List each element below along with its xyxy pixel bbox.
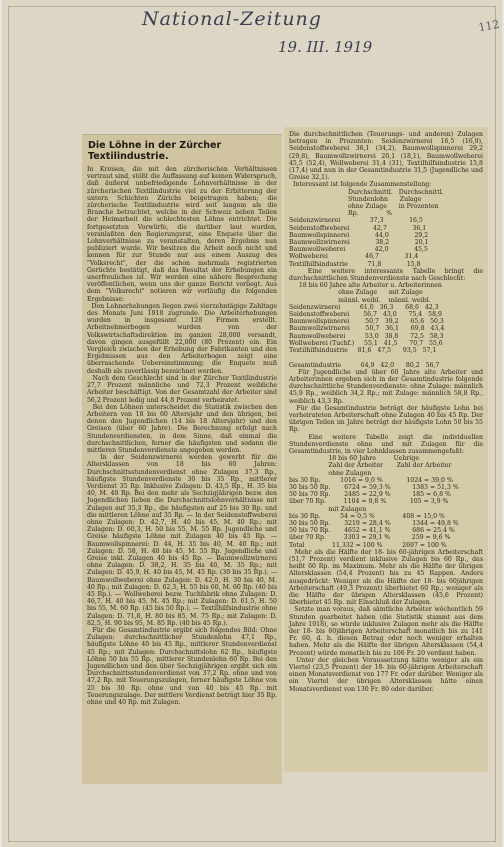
handwritten-title: National-Zeitung (142, 8, 322, 30)
margin-mark: 112 (477, 17, 501, 35)
handwritten-date: 19. III. 1919 (278, 38, 373, 56)
clipping-left-column (82, 134, 282, 784)
right-column-text: Die durchschnittlichen (Teuerungs- und anderen) Zulagen betragen in Prozenten: Seidenzwirnerei 16,5 (16,9), Seidenstoffweberei 36,1 (34,2), Baumwollspinnerei 29,2 (29,8), Baumwollzwirnerei 20,1 (18,1), Baumwollweberei 45,5 (52,4), Wollweberei 31,4 (31), Textilhilfsindustrie 15,8 (17,4) und nun in der Gesamtindustrie 31,5 (Jugendliche und Greise 32,1). Interessant ist folgende Zusammenstellung: Durchschnittl. Durchschnittl. Stundenlohn Zulage ohne Zulage in Prozenten Rp. % Seidenzwirnerei 37,3 16,5 Seidenstoffweberei 42,7 36,1 Baumwollspinnerei 44,0 29,2 Baumwollzwirnerei 38,2 20,1 Baumwollweberei 42,0 45,5 Wollweberei 46,7 31,4 Textilhilfsindustrie 71,8 15,8 Eine weitere interessante Tabelle bringt die durchschnittlichen Stundenverdienste nach Geschlecht: 18 bis 60 Jahre alte Arbeiter u. Arbeiterinnen ohne Zulage mit Zulage männl. weibl. männl. weibl. Seidenzwirnerei 61,0 36,3 68,6 42,3 Seidenstoffweberei 56,7 43,0 75,4 58,9 Baumwollspinnerei 50,7 39,2 65,6 50,3 Baumwollzwirnerei 50,7 36,1 69,8 43,4 Baumwollweberei 53,0 38,8 72,5 58,3 Wollweberei (Tuchf.) 55,1 41,5 70,7 55,6 Textilhilfsindustrie 81,6 47,5 93,5 57,1 Gesamtindustrie 64,9 42,0 80,2 56,7 Für Jugendliche und über 60 Jahre alte Arbeiter und Arbeiterinnen ergeben sich in der Gesamtindustrie folgende durchschnittliche Stundenverdienste: ohne Zulage: männlich 45,9 Rp., weiblich 34,2 Rp.; mit Zulage: männlich 58,8 Rp., weiblich 43,3 Rp. Für die Gesamtindustrie beträgt der häufigste Lohn bei verheirateten Arbeiterschaft ohne Zulagen 40 bis 45 Rp. Der übrigen Teilen im Jahre beträgt der häufigste Lohn 50 bis 55 Rp. Eine weitere Tabelle zeigt die individuellen Stundenverdienste ohne und mit Zulagen für die Gesamtindustrie, in vier Lohnklassen zusammengefaßt: 18 bis 60 Jahre Uebrige Zahl der Arbeiter Zahl der Arbeiter ohne Zulagen bis 30 Rp. 1016 = 9,0 % 1024 = 39,0 % 30 bis 50 Rp. 6724 = 59,3 % 1383 = 51,3 % 50 bis 70 Rp. 2485 = 22,9 % 185 = 6,8 % über 70 Rp. 1104 = 9,8 % 105 = 3,9 % mit Zulagen bis 30 Rp. 54 = 0,5 % 408 = 15,0 % 30 bis 50 Rp. 3219 = 28,4 % 1344 = 49,8 % 50 bis 70 Rp. 4652 = 41,1 % 686 = 25,4 % über 70 Rp. 3303 = 29,1 % 259 = 9,6 % Total 11,332 = 100 % 2697 = 100 % Mehr als die Hälfte der 18- bis 60-jährigen Arbeiterschaft (51,7 Prozent) verdient inklusive Zulagen bis 60 Rp., das heißt 60 Rp. im Maximum. Mehr als die Hälfte der übrigen Altersklassen (54,4 Prozent) bis zu 45 Rappen. Anders ausgedrückt: Weniger als die Hälfte der 18- bis 60jährigen Arbeiterschaft (49,3 Prozent) überbietet 60 Rp.; weniger als die Hälfte der übrigen Altersklassen (45,6 Prozent) überbietet 45 Rp. mit Einschluß der Zulagen. Setzte man voraus, daß sämtliche Arbeiter wöchentlich 59 Stunden gearbeitet haben (die Statistik stammt aus dem Jahre 1918), so würde inklusive Zulagen mehr als die Hälfte der 18- bis 60jährigen Arbeiterschaft monatlich bis zu 141 Fr. 60, d. h. diesen Betrag oder noch weniger erhalten haben. Mehr als die Hälfte der übrigen Altersklassen (54,4 Prozent) würde monatlich bis zu 106 Fr. 20 verdient haben. Unter der gleichen Voraussetzung hätte weniger als ein Viertel (23,5 Prozent) der 18- bis 60-jährigen Arbeiterschaft einen Monatsverdienst von 177 Fr. oder darüber. Weniger als ein Viertel der übrigen Altersklassen hätte einen Monatsverdienst von 130 Fr. 80 oder darüber. (289, 131, 483, 693)
article-headline: Die Löhne in der Zürcher Textilindustrie. (88, 140, 222, 162)
left-column-text: In Kreisen, die mit den zürcherischen Verhältnissen vertraut sind, stößt die Auffassung auf keinen Widerspruch, daß äußerst unbefriedigende Lohnverhältnisse in der zürcherischen Textilindustrie viel zu der Erbitterung der untern Schichten Zürichs beigetragen haben; die zürcherische Textilindustrie wird seit langem als die Branche betrachtet, welche in der Schweiz neben Teilen der Heimarbeit die schlechtesten Löhne entrichtet. Die fortgesetzten Vorwürfe, die darüber laut wurden, veranlaßten den Regierungsrat, eine Enquete über die Lohnverhältnisse zu veranstalten, deren Ergebnis nun publiziert wurde. Wir besitzen die Arbeit noch nicht und kennen für zur Stunde nur aus einem Auszug des "Volksrecht", der die schon mehrmals registrierten Gerüchte bestätigt, daß das Resultat der Erhebungen ein unerfreuliches ist. Wir werden eine nähere Besprechung veröffentlichen, wenn uns der ganze Bericht vorliegt. Aus dem "Volksrecht" notieren wir vorläufig die folgenden Ergebnisse: Den Lohnerhebungen liegen zwei vierzehntägige Zahltage des Monats Juni 1918 zugrunde. Die Arbeiterhebungen wurden in insgesamt 128 Firmen erstellt. Arbeitnehmerbogen wurden von der Volkswirtschaftsdirektion im ganzen 28,000 versandt, davon gingen ausgefüllt 22,000 (80 Prozent) ein. Ein Vergleich zwischen der Erhebung der Fabrikanten und den Ergebnissen aus den Arbeiterbogen zeigt eine überraschende Uebereinstimmung; die Enquete muß deshalb als zuverlässig bezeichnet werden. Nach dem Geschlecht sind in der Zürcher Textilindustrie 27,7 Prozent männliche und 72,3 Prozent weibliche Arbeiter beschäftigt. Von der Gesamtzahl der Arbeiter sind 56,2 Prozent ledig und 44,8 Prozent verheiratet. Bei den Löhnen unterscheidet die Statistik zwischen den Arbeitern von 18 bis 60 Altersjahr und den übrigen, bei denen den Jugendlichen (14 bis 18 Altersjahr) und den Greisen (über 60 Jahre). Die Berechnung erfolgt nach Stundenverdiensten, in dem Sinne, daß einmal die durchschnittlichen, ferner die häufigsten und sodann die mittleren Stundenverdienste angegeben werden. In der Seidenzwirnerei werden gewerbt für die Altersklassen von 18 bis 60 Jahren: Durchschnittsstundenverdienst ohne Zulagen 37,3 Rp., häufigste Stundenverdienste 30 bis 35 Rp., mittlerer Verdienst 35 Rp. Inklusive Zulagen: D. 43,5 Rp., H. 35 bis 40, M. 40 Rp. Bei den mehr als Sechzigjährigen bezw. den Jugendlichen lieben die Durchschnittslohnverhältnisse mit Zulagen auf 35,3 Rp., die häufigsten auf 25 bis 30 Rp. und die mittleren Löhne auf 35 Rp. — In der Seidenstoffweberei ohne Zulagen: D. 42,7, H. 40 bis 45, M. 40 Rp.; mit Zulagen: D. 60,3, H. 50 bis 55, M. 55 Rp. Jugendliche und Greise häufigste Löhne mit Zulagen 40 bis 45 Rp. — Baumwollspinnerei: D. 44, H. 35 bis 40, M. 40 Rp.; mit Zulagen: D. 58, H. 40 bis 45, M. 55 Rp. Jugendliche und Greise inkl. Zulagen 40 bis 45 Rp. — Baumwollzwirnerei ohne Zulagen: D. 38,2, H. 35 bis 40, M. 35 Rp.; mit Zulagen: D. 45,9, H. 40 bis 45, M. 45 Rp. (30 bis 35 Rp.). — Baumwollweberei ohne Zulagen: D. 42,0, H. 30 bis 40, M. 40 Rp.; mit Zulagen: D. 62,3, H. 55 bis 60, M. 60 Rp. (40 bis 45 Rp.). — Wollweberei bezw. Tuchfabrik ohne Zulagen: D. 46,7, H. 40 bis 45, M. 45 Rp.; mit Zulagen: D. 61,5, H. 50 bis 55, M. 60 Rp. (45 bis 50 Rp.). — Textilhilfsindustrie ohne Zulagen: D. 71,8, H. 80 bis 85, M. 75 Rp.; mit Zulagen: D. 82,5, H. 90 bis 95, M. 85 Rp. (40 bis 45 Rp.). Für die Gesamtindustrie ergibt sich folgendes Bild: Ohne Zulagen: durchschnittlicher Stundenlohn 47,1 Rp., häufigste Löhne 40 bis 45 Rp., mittlerer Stundenverdienst 45 Rp.; mit Zulagen: Durchschnittslohn 62 Rp., häufigste Löhne 50 bis 55 Rp., mittlerer Stundenlohn 60 Rp. Bei den Jugendlichen und den über Sechzigjährigen ergibt sich ein Durchschnittsstundenverdienst von 37,2 Rp. ohne und von 47,2 Rp. mit Teuerungszulagen, ferner häufigste Löhne von 25 bis 30 Rp. ohne und von 40 bis 45 Rp. mit Teuerungszulage. Der mittlere Verdienst beträgt hier 35 Rp. ohne und 40 Rp. mit Zulagen. (87, 166, 278, 707)
clip-edge (82, 134, 282, 135)
clipping-right-column (284, 127, 488, 772)
archive-sheet (2, 0, 502, 847)
